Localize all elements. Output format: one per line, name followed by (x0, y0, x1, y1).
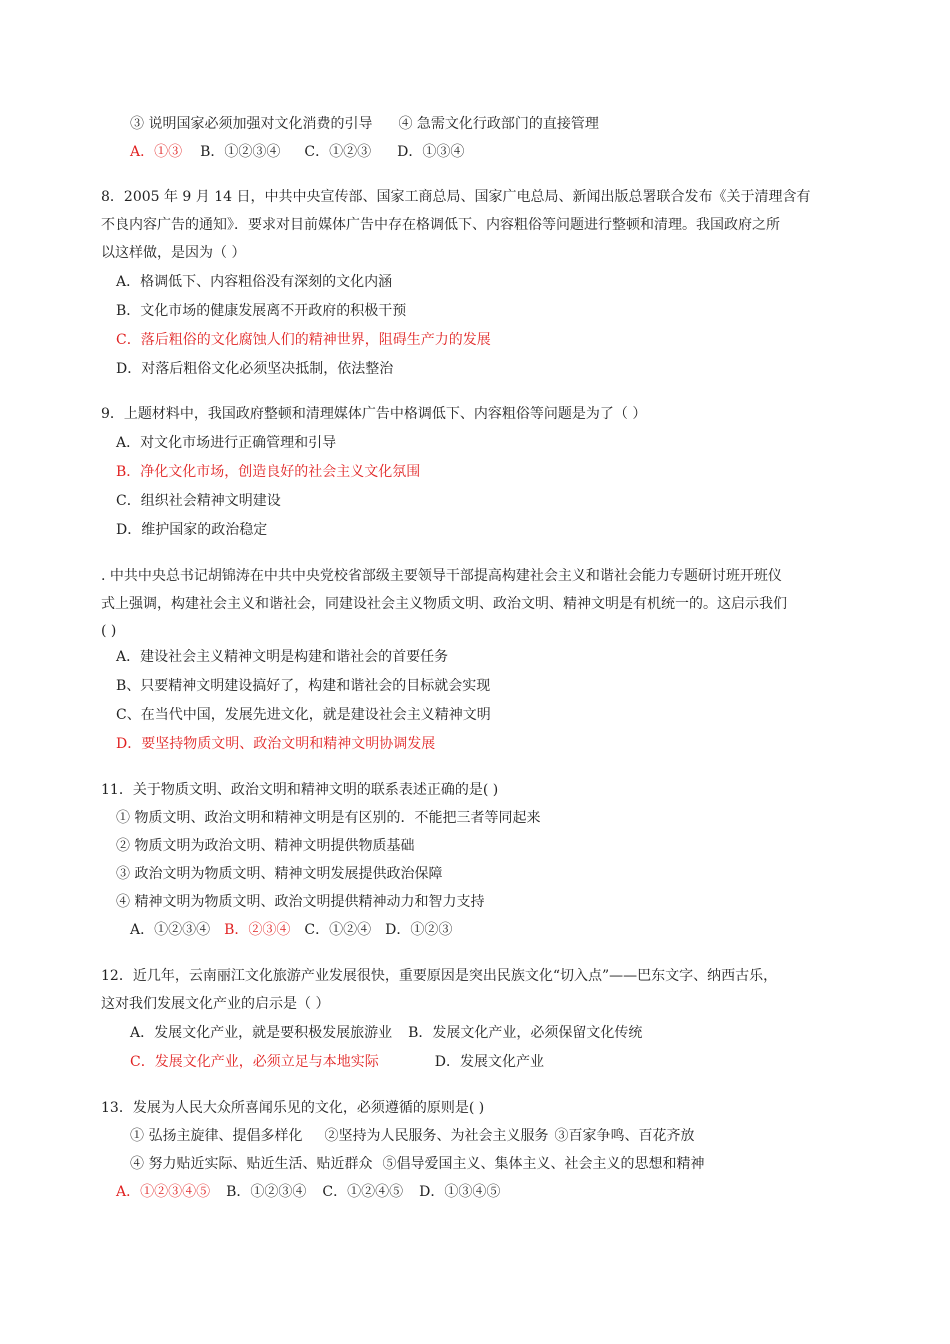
q11-statement-2: ② 物质文明为政治文明、精神文明提供物质基础 (116, 838, 415, 854)
q12-options-row-2 (130, 1052, 544, 1072)
q9-option-d: D．维护国家的政治稳定 (116, 522, 268, 538)
q11-stem: 11．关于物质文明、政治文明和精神文明的联系表述正确的是( ) (101, 782, 499, 798)
q8-stem-line-2: 不良内容广告的通知》．要求对目前媒体广告中存在格调低下、内容粗俗等问题进行整顿和清理。我国政府之所 (101, 217, 780, 233)
q8-stem-line-3: 以这样做，是因为（ ） (101, 245, 246, 261)
q10-stem-line-1: . 中共中央总书记胡锦涛在中共中央党校省部级主要领导干部提高构建社会主义和谐社会能力专题研讨班开班仪 (101, 568, 782, 584)
q9-stem: 9．上题材料中，我国政府整顿和清理媒体广告中格调低下、内容粗俗等问题是为了（ ） (101, 406, 647, 422)
q9-option-b: B．净化文化市场，创造良好的社会主义文化氛围 (116, 464, 421, 480)
q7-option-c: C．①②③ (304, 144, 372, 160)
q11-statement-1: ① 物质文明、政治文明和精神文明是有区别的．不能把三者等同起来 (116, 810, 541, 826)
q13-options (116, 1182, 500, 1202)
q13-statement-3: ③百家争鸣、百花齐放 (554, 1128, 695, 1144)
q12-option-a: A．发展文化产业，就是要积极发展旅游业 (130, 1025, 393, 1041)
q13-statement-4: ④ 努力贴近实际、贴近生活、贴近群众 (130, 1156, 373, 1172)
q11-option-c: C．①②④ (304, 922, 372, 938)
q11-option-d: D．①②③ (385, 922, 453, 938)
q12-option-d: D．发展文化产业 (434, 1054, 544, 1070)
q13-statements-row-2 (130, 1154, 704, 1174)
q13-statements-row-1 (130, 1126, 694, 1146)
q13-statement-1: ① 弘扬主旋律、提倡多样化 (130, 1128, 303, 1144)
q13-stem: 13．发展为人民大众所喜闻乐见的文化，必须遵循的原则是( ) (101, 1100, 485, 1116)
q10-stem-line-2: 式上强调，构建社会主义和谐社会，同建设社会主义物质文明、政治文明、精神文明是有机统一的。这启示我们 (101, 596, 787, 612)
q10-option-a: A．建设社会主义精神文明是构建和谐社会的首要任务 (116, 649, 449, 665)
q12-option-b: B．发展文化产业，必须保留文化传统 (408, 1025, 643, 1041)
q8-option-b: B．文化市场的健康发展离不开政府的积极干预 (116, 303, 407, 319)
q9-option-a: A．对文化市场进行正确管理和引导 (116, 435, 337, 451)
q7-statement-4: ④ 急需文化行政部门的直接管理 (398, 116, 599, 132)
q11-option-a: A．①②③④ (130, 922, 211, 938)
q12-options-row-1 (130, 1023, 642, 1043)
q8-option-c: C．落后粗俗的文化腐蚀人们的精神世界，阻碍生产力的发展 (116, 332, 491, 348)
q12-stem-line-1: 12．近几年，云南丽江文化旅游产业发展很快，重要原因是突出民族文化“切入点”——巴东文字、纳西古乐， (101, 968, 778, 984)
q11-statement-3: ③ 政治文明为物质文明、精神文明发展提供政治保障 (116, 866, 443, 882)
q11-options (130, 920, 452, 940)
q13-option-c: C．①②④⑤ (322, 1184, 404, 1200)
q13-statement-2: ②坚持为人民服务、为社会主义服务 (324, 1128, 549, 1144)
q10-option-d: D．要坚持物质文明、政治文明和精神文明协调发展 (116, 736, 436, 752)
q13-statement-5: ⑤倡导爱国主义、集体主义、社会主义的思想和精神 (382, 1156, 705, 1172)
q12-stem-line-2: 这对我们发展文化产业的启示是（ ） (101, 996, 330, 1012)
q10-stem-line-3: ( ) (101, 623, 117, 639)
q7-options (130, 142, 464, 162)
q7-statement-3: ③ 说明国家必须加强对文化消费的引导 (130, 116, 373, 132)
q10-option-c: C、在当代中国，发展先进文化，就是建设社会主义精神文明 (116, 707, 491, 723)
q13-option-b: B．①②③④ (226, 1184, 307, 1200)
q9-option-c: C．组织社会精神文明建设 (116, 493, 281, 509)
q8-option-a: A．格调低下、内容粗俗没有深刻的文化内涵 (116, 274, 393, 290)
q7-option-b: B．①②③④ (200, 144, 281, 160)
q7-statements (130, 114, 599, 134)
q13-option-d: D．①③④⑤ (419, 1184, 501, 1200)
q10-option-b: B、只要精神文明建设搞好了，构建和谐社会的目标就会实现 (116, 678, 491, 694)
q8-option-d: D．对落后粗俗文化必须坚决抵制，依法整治 (116, 361, 394, 377)
q11-statement-4: ④ 精神文明为物质文明、政治文明提供精神动力和智力支持 (116, 894, 485, 910)
q7-option-a: A．①③ (130, 144, 183, 160)
q11-option-b: B．②③④ (224, 922, 291, 938)
q12-option-c: C．发展文化产业，必须立足与本地实际 (130, 1054, 379, 1070)
q8-stem-line-1: 8．2005 年 9 月 14 日，中共中央宣传部、国家工商总局、国家广电总局、新闻出版总署联合发布《关于清理含有 (101, 189, 811, 205)
q13-option-a: A．①②③④⑤ (116, 1184, 211, 1200)
q7-option-d: D．①③④ (397, 144, 465, 160)
